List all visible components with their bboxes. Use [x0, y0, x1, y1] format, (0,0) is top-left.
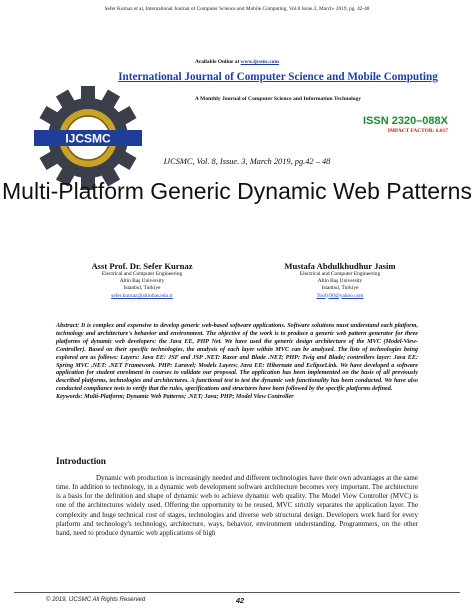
author-name: Asst Prof. Dr. Sefer Kurnaz [91, 261, 193, 271]
footer-copyright: © 2019, IJCSMC All Rights Reserved [46, 597, 146, 603]
abstract-block [56, 323, 418, 402]
available-online [0, 59, 474, 65]
introduction-body [56, 474, 418, 538]
introduction-paragraph: Dynamic web production is increasingly needed and different technologies have their own advantages at the same time. In addition to technology, in a dynamic web development software architecture becomes very important. The architecture is a basis for the definition and shape of dynamic web to achieve dynamic web quality. The Model View Controller (MVC) is one of the architectures widely used. Offering the opportunity to be reused, MVC strictly separates the application layer. The complexity and huge technical cost of stages, technologies and diverse web structural design. Developers work hard for every platform and technology's technology, architecture, ways, behavior, environment understanding. Programmers, on the other hand, need to produce dynamic web applications of high [56, 474, 418, 537]
journal-title[interactable]: International Journal of Computer Science and Mobile Computing [118, 71, 438, 83]
author-university: Altin Baş University [119, 278, 165, 285]
logo-wordmark: IJCSMC [65, 131, 111, 146]
available-online-label: Available Online at [195, 59, 240, 65]
author-email-link[interactable]: Toofy90@yahoo.com [316, 292, 364, 299]
author-department: Electrical and Computer Engineering [101, 271, 183, 277]
author-name: Mustafa Abdulkhudhur Jasim [284, 261, 396, 271]
footer-divider [14, 592, 460, 593]
author-department: Electrical and Computer Engineering [299, 271, 381, 277]
impact-factor: IMPACT FACTOR: 6.017 [387, 128, 448, 134]
author-block-2 [240, 261, 440, 300]
page-number: 42 [236, 596, 244, 605]
issn-number: ISSN 2320–088X [362, 115, 448, 127]
author-city: Istanbul, Turkiye [123, 285, 161, 292]
abstract-text: Abstract: It is complex and expensive to develop generic web-based software applications. Software solutions must understand each platform, technology and architecture's behavior and environment. The objective of the work is to produce a generic web pattern generator for three platforms of dynamic web developers: the Java EE, PHP Net. We have used the generic design architecture of the MVC (Model-View-Controller). Based on their specific technologies, the analysis of each layer within MVC can be analyzed. The lists of technologies being explored are as follows: Layers: Java EE: JSF and JSP .NET: Razor and Blade .NET; PHP: Twig and Blade; controllers layer: Java EE: Spring MVC .NET: .NET Framework. PHP: Laravel; Models Layers: Java EE: Hibernate and EclipseLink. We have developed a software application for student enrolment in courses to validate our proposal. The application has been implemented on the basis of all previously described platforms, technologies and architectures. A functional test to test the dynamic web functionality has been conducted. We have also conducted compliance tests to verify that the rules, specifications and structures have been followed by the specific platforms defined. [56, 323, 418, 393]
running-head: Sefer Kurnaz et al, International Journal of Computer Science and Mobile Computing, Vol.8 Issue.3, March- 2019, pg. 42-48 [104, 6, 370, 12]
author-block-1 [42, 261, 242, 300]
journal-website-link[interactable]: www.ijcsmc.com [240, 59, 279, 65]
keywords-text: Keywords: Multi-Platform; Dynamic Web Patterns; .NET; Java; PHP; Model View Controller [56, 394, 294, 401]
paper-title: Multi-Platform Generic Dynamic Web Patterns [2, 178, 472, 204]
author-city: Istanbul, Turkiye [321, 285, 359, 292]
author-university: Altin Baş University [317, 278, 363, 285]
section-heading-introduction: Introduction [56, 456, 106, 466]
author-email-link[interactable]: sefer.kurnaz@altinbas.edu.tr [111, 292, 173, 299]
journal-subtitle: A Monthly Journal of Computer Science and Information Technology [194, 96, 362, 102]
issue-line: IJCSMC, Vol. 8, Issue. 3, March 2019, pg.42 – 48 [163, 157, 331, 166]
